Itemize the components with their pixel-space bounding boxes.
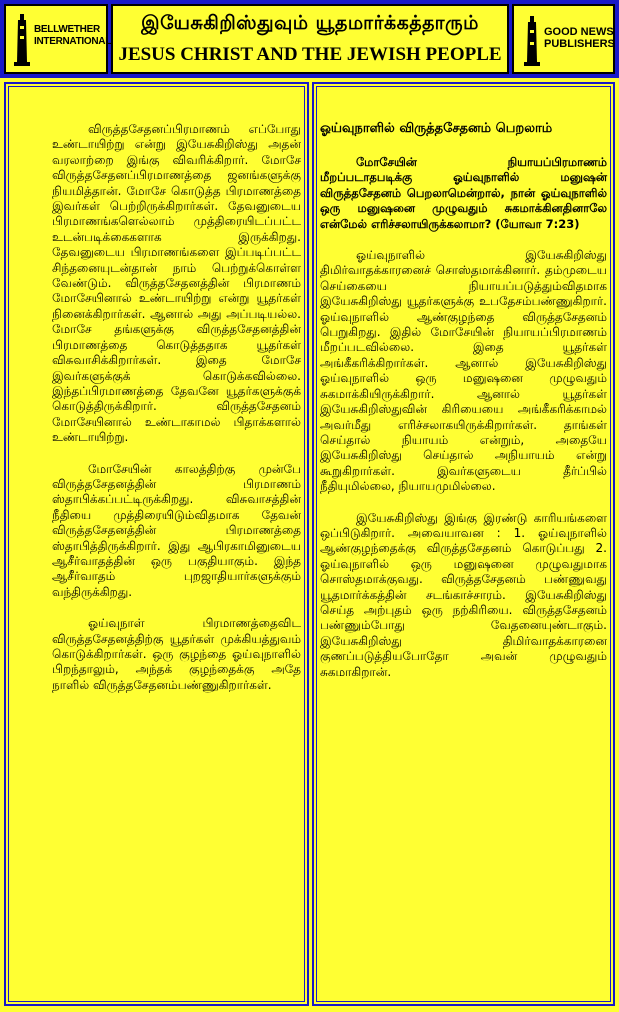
english-title: JESUS CHRIST AND THE JEWISH PEOPLE [118, 44, 502, 65]
paragraph: மோசேயின் காலத்திற்கு முன்பே விருத்தசேதனத்தின் பிரமாணம் ஸ்தாபிக்கப்பட்டிருக்கிறது. விசுவாசத்தின் நீதியை முத்திரையிடும்விதமாக தேவன் விருத்தசேதனத்தின் பிரமாணத்தை ஸ்தாபித்திருக்கிறார். இது ஆபிரகாமினுடைய ஆசீர்வாதத்தின் ஒரு பகுதியாகும். இந்த ஆசீர்வாதம் புறஜாதியார்களுக்கும் வந்திருக்கிறது. [52, 461, 301, 599]
tower-icon [14, 14, 30, 66]
scripture-quote: மோசேயின் நியாயப்பிரமாணம் மீறப்படாதபடிக்கு ஓய்வுநாளில் மனுஷன் விருத்தசேதனம் பெறலாமென்றால், நான் ஓய்வுநாளில் ஒரு மனுஷனை முழுவதும் சுகமாக்கினதினாலே என்மேல் எரிச்சலாயிருக்கலாமா? (யோவா 7:23) [320, 155, 607, 231]
bellwether-logo-box [4, 4, 112, 74]
section-heading: ஓய்வுநாளில் விருத்தசேதனம் பெறலாம் [320, 121, 553, 136]
paragraph: விருத்தசேதனப்பிரமாணம் எப்போது உண்டாயிற்று என்று இயேசுகிறிஸ்து அதன் வரலாற்றை இங்கு விவரிக்கிறார். மோசே விருத்தசேதனப்பிரமாணத்தை ஜனங்களுக்கு நியமித்தான். மோசே கொடுத்த பிரமாணத்தை இவர்கள் பெற்றிருக்கிறார்கள். தேவனுடைய பிரமாணங்களெல்லாம் முத்திரையிடப்பட்ட உடன்படிக்கைகளாக இருக்கிறது. தேவனுடைய பிரமாணங்களை இப்படிப்பட்ட சிந்தனையுடன்தான் நாம் பெற்றுக்கொள்ள வேண்டும். விருத்தசேதனத்தின் பிரமாணம் மோசேயினால் உண்டாயிற்று என்று யூதர்கள் நினைக்கிறார்கள். ஆனால் அது அப்படியல்ல. மோசே தங்களுக்கு விருத்தசேதனத்தின் பிரமாணத்தை கொடுத்ததாக யூதர்கள் விசுவாசிக்கிறார்கள். இதை மோசே இவர்களுக்குக் கொடுக்கவில்லை. இந்தப்பிரமாணத்தை தேவனே யூதர்களுக்குக் கொடுத்திருக்கிறார். விருத்தசேதனம் மோசேயினால் உண்டாகாமல் பிதாக்களால் உண்டாயிற்று. [52, 122, 301, 445]
good-news-logo-box [512, 4, 615, 74]
right-column [312, 82, 615, 1006]
paragraph: ஓய்வுநாள் பிரமாணத்தைவிட விருத்தசேதனத்திற்கு யூதர்கள் முக்கியத்துவம் கொடுக்கிறார்கள். ஒரு குழந்தை ஓய்வுநாளில் பிறந்தாலும், அந்தக் குழந்தைக்கு அதே நாளில் விருத்தசேதனம்பண்ணுகிறார்கள். [52, 616, 301, 692]
right-column-text [320, 120, 607, 696]
left-column [4, 82, 309, 1006]
tower-icon [524, 16, 540, 66]
header-banner [0, 0, 619, 78]
tamil-title: இயேசுகிறிஸ்துவும் யூதமார்க்கத்தாரும் [141, 12, 479, 34]
good-news-logo-text: GOOD NEWS PUBLISHERS [544, 26, 615, 50]
paragraph: இயேசுகிறிஸ்து இங்கு இரண்டு காரியங்களை ஒப்பிடுகிறார். அவையாவன : 1. ஓய்வுநாளில் ஆண்குழந்தைக்கு விருத்தசேதனம் கொடுப்பது 2. ஓய்வுநாளில் ஒரு மனுஷனை முழுவதுமாக சொஸ்தமாக்குவது. விருத்தசேதனம் பண்ணுவது யூதமார்க்கத்தின் சடங்காச்சாரம். இயேசுகிறிஸ்து செய்த அற்புதம் ஒரு நற்கிரியை. விருத்தசேதனம் பண்ணும்போது வேதனையுண்டாகும். இயேசுகிறிஸ்து திமிர்வாதக்காரனை குணப்படுத்தியபோதோ அவன் முழுவதும் சுகமாகிறான். [320, 510, 607, 679]
title-box [111, 4, 509, 74]
bellwether-logo-text: BELLWETHER INTERNATIONAL [34, 24, 112, 47]
paragraph: ஓய்வுநாளில் இயேசுகிறிஸ்து திமிர்வாதக்காரனைச் சொஸ்தமாக்கினார். தம்முடைய செய்கையை நியாயப்படுத்தும்விதமாக இயேசுகிறிஸ்து யூதர்களுக்கு உபதேசம்பண்ணுகிறார். ஓய்வுநாளில் ஆண்குழந்தை விருத்தசேதனம் பெறுகிறது. இதில் மோசேயின் நியாயப்பிரமாணம் மீறப்படவில்லை. இதை யூதர்கள் அங்கீகரிக்கிறார்கள். ஆனால் இயேசுகிறிஸ்து ஓய்வுநாளில் ஒரு மனுஷனை முழுவதும் சுகமாக்கியிருக்கிறார். ஆனால் யூதர்கள் இயேசுகிறிஸ்துவின் கிரியையை அங்கீகரிக்காமல் அவர்மீது எரிச்சலாகயிருக்கிறார்கள். தாங்கள் செய்தால் நியாயம் என்றும், அதையே இயேசுகிறிஸ்து செய்தால் அநியாயம் என்று கூறுகிறார்கள். இவர்களுடைய தீர்ப்பில் நீதியுமில்லை, நியாயமுமில்லை. [320, 248, 607, 494]
left-column-text [52, 122, 301, 709]
